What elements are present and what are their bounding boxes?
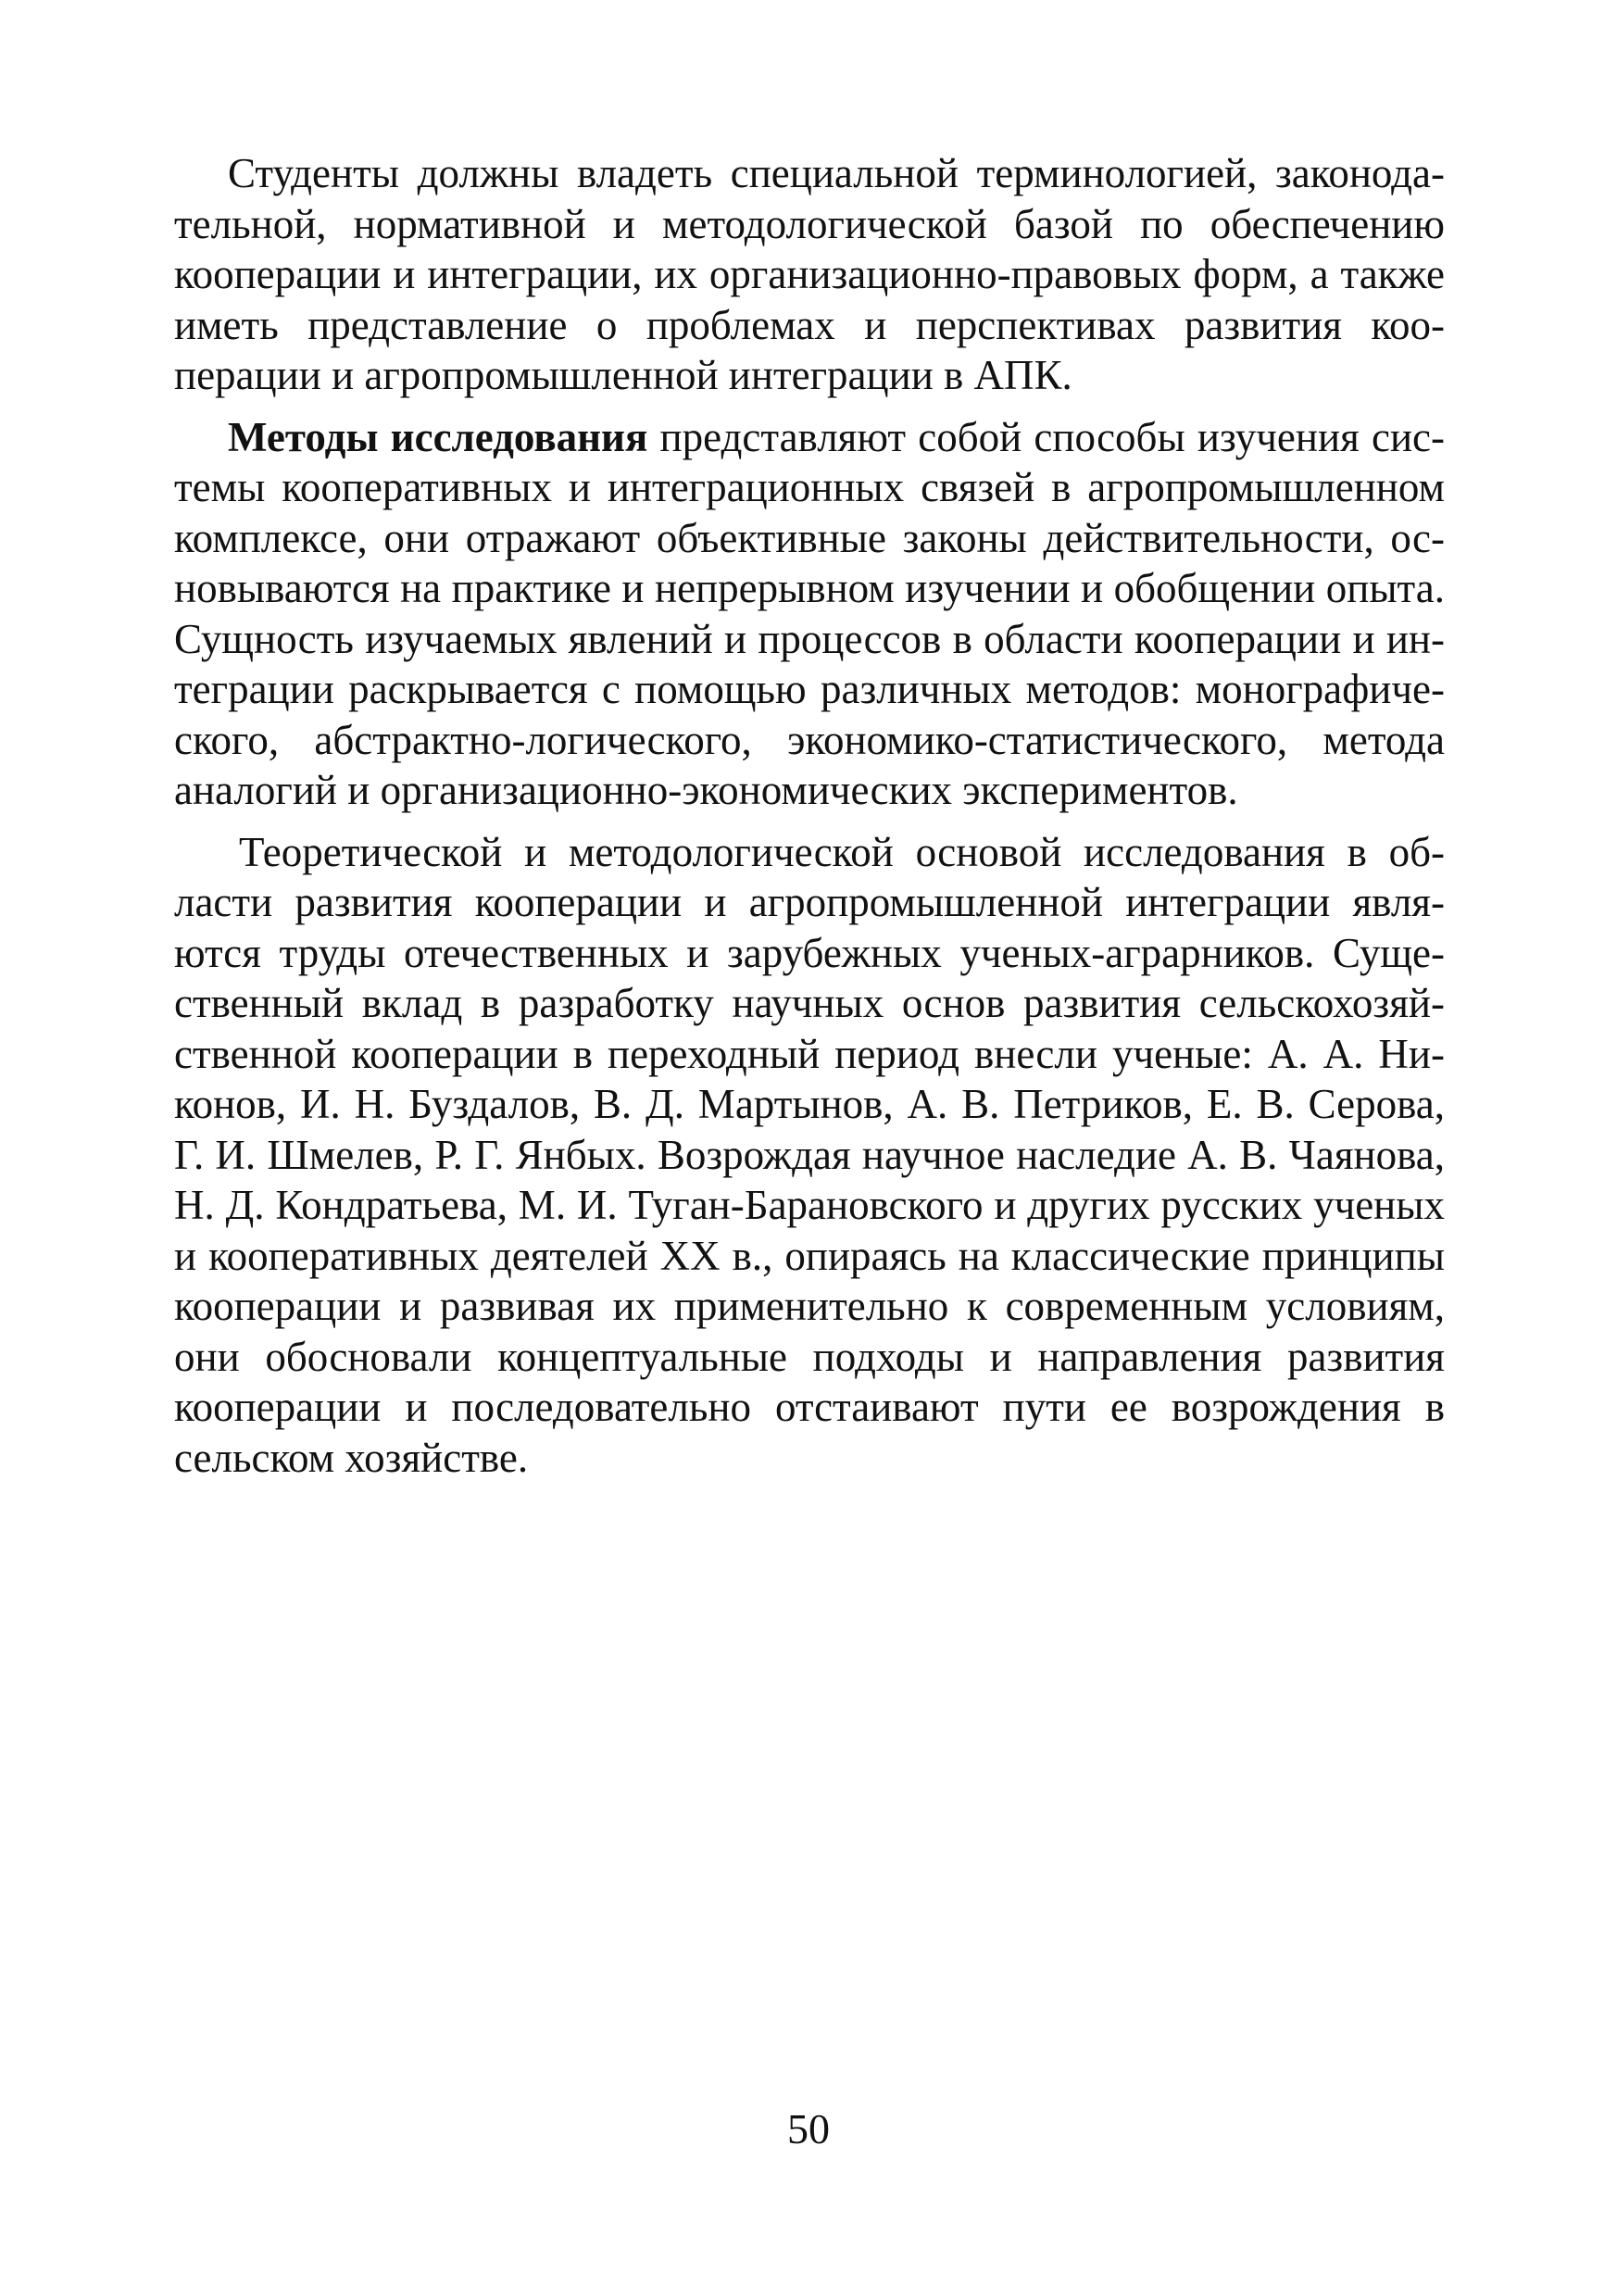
paragraph-students: [174, 148, 1445, 401]
body-text: [174, 148, 1445, 1483]
paragraph-theoretical-basis: [174, 827, 1445, 1484]
paragraph-text: Студенты должны владеть специальной терминологией, законодательной, нормативной и методологической базой по обеспечению кооперации и интеграции, их организационно-правовых форм, а также иметь представление о проблемах и перспективах развития кооперации и агропромышленной интеграции в АПК.: [174, 150, 1445, 398]
paragraph-research-methods: [174, 412, 1445, 816]
bold-term: Методы исследования: [228, 413, 648, 460]
paragraph-text: представляют собой способы изучения системы кооперативных и интеграционных связей в агропромышленном комплексе, они отражают объективные законы действительности, основываются на практике и непрерывном изучении и обобщении опыта. Сущность изучаемых явлений и процессов в области кооперации и интеграции раскрывается с помощью различных методов: монографического, абстрактно-логического, экономико-статистического, метода аналогий и организационно-экономических экспериментов.: [174, 413, 1445, 813]
page-number: 50: [787, 2105, 830, 2152]
paragraph-text: Теоретической и методологической основой исследования в области развития кооперации и агропромышленной интеграции являются труды отечественных и зарубежных ученых-аграрников. Существенный вклад в разработку научных основ развития сельскохозяйственной кооперации в переходный период внесли ученые: А. А. Никонов, И. Н. Буздалов, В. Д. Мартынов, А. В. Петриков, Е. В. Серова, Г. И. Шмелев, Р. Г. Янбых. Возрождая научное наследие А. В. Чаянова, Н. Д. Кондратьева, М. И. Туган-Барановского и других русских ученых и кооперативных деятелей XX в., опираясь на классические принципы кооперации и развивая их применительно к современным условиям, они обосновали концептуальные подходы и направления развития кооперации и последовательно отстаивают пути ее возрождения в сельском хозяйстве.: [174, 828, 1445, 1481]
